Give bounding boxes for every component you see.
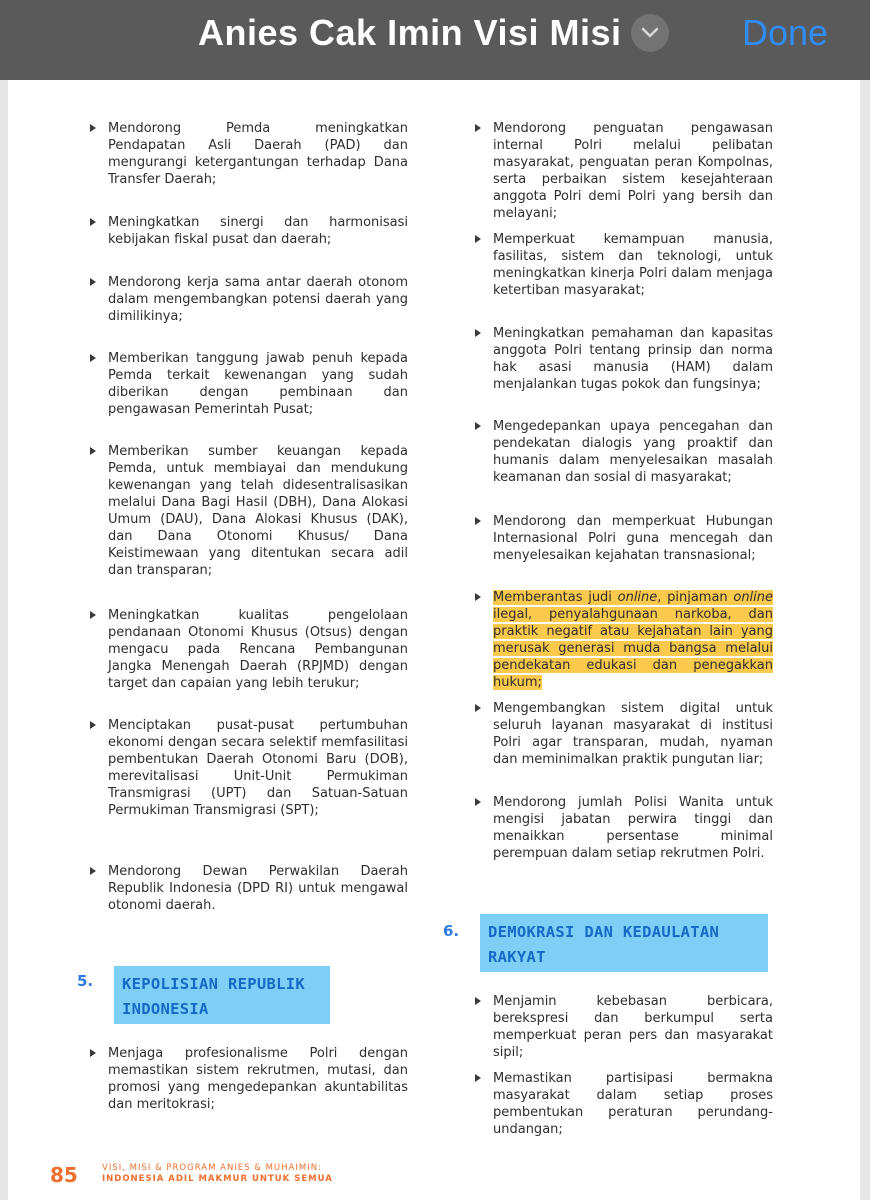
list-item	[493, 418, 773, 486]
highlight-text-4: online	[733, 590, 774, 605]
list-item-text: Mendorong kerja sama antar daerah otonom dalam mengembangkan potensi daerah yang dimilikinya;	[108, 275, 408, 324]
list-item	[493, 1070, 773, 1138]
section-number: 6.	[443, 922, 460, 940]
bullet-icon	[475, 997, 481, 1005]
highlight-text-5: ilegal, penyalahgunaan narkoba, dan praktik negatif atau kejahatan lain yang merusak generasi muda bangsa melalui pendekatan edukasi dan penegakkan hukum;	[493, 607, 773, 690]
section-title-line1: DEMOKRASI DAN KEDAULATAN	[488, 923, 720, 941]
list-item-text: Meningkatkan pemahaman dan kapasitas anggota Polri tentang prinsip dan norma hak asasi manusia (HAM) dalam menjalankan tugas pokok dan fungsinya;	[493, 326, 773, 392]
document-title[interactable]: Anies Cak Imin Visi Misi	[198, 12, 622, 53]
list-item-text: Memperkuat kemampuan manusia, fasilitas, sistem dan teknologi, untuk meningkatkan kinerja Polri dalam menjaga ketertiban masyarakat;	[493, 232, 773, 298]
bullet-icon	[90, 124, 96, 132]
list-item	[108, 120, 408, 188]
list-item	[493, 231, 773, 299]
nav-bar	[0, 0, 870, 80]
bullet-icon	[90, 867, 96, 875]
bullet-icon	[475, 1074, 481, 1082]
list-item-highlighted	[493, 589, 773, 691]
list-item-text: Mendorong dan memperkuat Hubungan Internasional Polri guna mencegah dan menyelesaikan kejahatan transnasional;	[493, 514, 773, 563]
list-item	[493, 794, 773, 862]
list-item-text: Memastikan partisipasi bermakna masyarakat dalam setiap proses pembentukan peraturan perundang-undangan;	[493, 1071, 773, 1137]
bullet-icon	[475, 235, 481, 243]
list-item-text: Mengedepankan upaya pencegahan dan pendekatan dialogis yang proaktif dan humanis dalam menyelesaikan masalah keamanan dan sosial di masyarakat;	[493, 419, 773, 485]
list-item-text	[493, 589, 773, 691]
section-heading	[114, 966, 330, 1024]
bullet-icon	[475, 593, 481, 601]
list-item	[108, 607, 408, 692]
list-item	[493, 993, 773, 1061]
list-item	[108, 214, 408, 248]
title-menu-button[interactable]	[631, 14, 669, 52]
bullet-icon	[475, 517, 481, 525]
bullet-icon	[90, 447, 96, 455]
list-item-text: Memberikan tanggung jawab penuh kepada Pemda terkait kewenangan yang sudah diberikan dengan pembinaan dan pengawasan Pemerintah Pusat;	[108, 351, 408, 417]
list-item	[493, 120, 773, 222]
list-item	[108, 443, 408, 579]
list-item-text: Mengembangkan sistem digital untuk seluruh layanan masyarakat di institusi Polri agar transparan, mudah, nyaman dan meminimalkan praktik pungutan liar;	[493, 701, 773, 767]
section-title-line2: RAKYAT	[488, 948, 546, 966]
bullet-icon	[90, 218, 96, 226]
bullet-icon	[90, 278, 96, 286]
bullet-icon	[90, 354, 96, 362]
list-item-text: Mendorong Dewan Perwakilan Daerah Republik Indonesia (DPD RI) untuk mengawal otonomi daerah.	[108, 864, 408, 913]
list-item-text: Menjaga profesionalisme Polri dengan memastikan sistem rekrutmen, mutasi, dan promosi yang mengedepankan akuntabilitas dan meritokrasi;	[108, 1046, 408, 1112]
document-page	[8, 80, 860, 1200]
footer-line1: VISI, MISI & PROGRAM ANIES & MUHAIMIN:	[102, 1163, 322, 1173]
list-item	[493, 325, 773, 393]
bullet-icon	[475, 704, 481, 712]
list-item-text: Meningkatkan sinergi dan harmonisasi kebijakan fiskal pusat dan daerah;	[108, 215, 408, 247]
list-item-text: Memberikan sumber keuangan kepada Pemda, untuk membiayai dan mendukung kewenangan yang telah didesentralisasikan melalui Dana Bagi Hasil (DBH), Dana Alokasi Umum (DAU), Dana Alokasi Khusus (DAK), dan Dana Otonomi Khusus/ Dana Keistimewaan yang ditentukan secara adil dan transparan;	[108, 444, 408, 578]
list-item-text: Mendorong jumlah Polisi Wanita untuk mengisi jabatan perwira tinggi dan menaikkan persentase minimal perempuan dalam setiap rekrutmen Polri.	[493, 795, 773, 861]
list-item-text: Mendorong Pemda meningkatkan Pendapatan Asli Daerah (PAD) dan mengurangi ketergantungan terhadap Dana Transfer Daerah;	[108, 121, 408, 187]
list-item	[108, 274, 408, 325]
list-item-text: Meningkatkan kualitas pengelolaan pendanaan Otonomi Khusus (Otsus) dengan mengacu pada Rencana Pembangunan Jangka Menengah Daerah (RPJMD) dengan target dan capaian yang lebih terukur;	[108, 608, 408, 691]
highlight-text-1: Memberantas judi	[493, 590, 618, 605]
list-item	[108, 863, 408, 914]
bullet-icon	[475, 798, 481, 806]
highlight-text-3: , pinjaman	[657, 590, 734, 605]
section-title-line2: INDONESIA	[122, 1000, 209, 1018]
list-item	[108, 717, 408, 819]
bullet-icon	[475, 422, 481, 430]
chevron-down-icon	[641, 27, 659, 39]
bullet-icon	[475, 329, 481, 337]
footer-line2: INDONESIA ADIL MAKMUR UNTUK SEMUA	[102, 1174, 333, 1184]
bullet-icon	[90, 721, 96, 729]
list-item-text: Mendorong penguatan pengawasan internal Polri melalui pelibatan masyarakat, penguatan peran Kompolnas, serta perbaikan sistem kesejahteraan anggota Polri demi Polri yang bersih dan melayani;	[493, 121, 773, 221]
list-item	[493, 513, 773, 564]
bullet-icon	[475, 124, 481, 132]
bullet-icon	[90, 1049, 96, 1057]
list-item-text: Menjamin kebebasan berbicara, berekspresi dan berkumpul serta memperkuat peran pers dan masyarakat sipil;	[493, 994, 773, 1060]
list-item	[108, 1045, 408, 1113]
section-heading	[480, 914, 768, 972]
section-title-line1: KEPOLISIAN REPUBLIK	[122, 975, 306, 993]
list-item	[493, 700, 773, 768]
highlight-text-2: online	[617, 590, 658, 605]
list-item	[108, 350, 408, 418]
list-item-text: Menciptakan pusat-pusat pertumbuhan ekonomi dengan secara selektif memfasilitasi pembentukan Daerah Otonomi Baru (DOB), merevitalisasi Unit-Unit Permukiman Transmigrasi (UPT) dan Satuan-Satuan Permukiman Transmigrasi (SPT);	[108, 718, 408, 818]
bullet-icon	[90, 611, 96, 619]
section-number: 5.	[77, 972, 94, 990]
done-button[interactable]: Done	[742, 12, 829, 53]
page-number: 85	[50, 1163, 78, 1187]
